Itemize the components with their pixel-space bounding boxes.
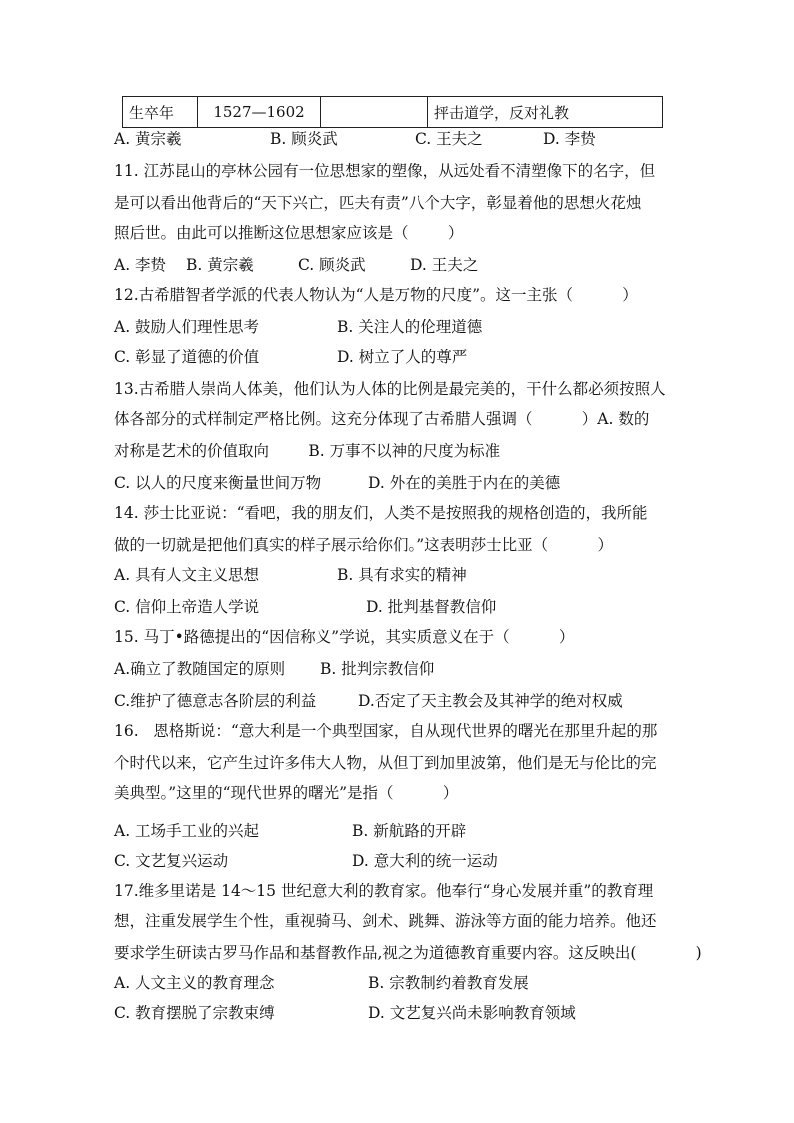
q16-stem-line-3: 美典型。”这里的“现代世界的曙光”是指（ ） xyxy=(114,784,459,802)
q16-option-c: C. 文艺复兴运动 xyxy=(114,852,229,870)
q11-option-c: C. 顾炎武 xyxy=(298,256,366,274)
q11-stem-line-2: 是可以看出他背后的“天下兴亡，匹夫有责”八个大字，彰显着他的思想火花烛 xyxy=(114,194,642,212)
table-cell-description: 抨击道学，反对礼教 xyxy=(428,97,663,128)
q13-option-d: D. 外在的美胜于内在的美德 xyxy=(368,474,561,492)
q13-stem-line-3: 对称是艺术的价值取向 B. 万事不以神的尺度为标准 xyxy=(114,442,501,460)
q17-option-c: C. 教育摆脱了宗教束缚 xyxy=(114,1004,275,1022)
q17-stem-line-3: 要求学生研读古罗马作品和基督教作品,视之为道德教育重要内容。这反映出( ) xyxy=(114,944,702,962)
q15-option-c: C.维护了德意志各阶层的利益 xyxy=(114,692,317,710)
table-row xyxy=(123,97,663,128)
q11-stem-line-1: 11. 江苏昆山的亭林公园有一位思想家的塑像，从远处看不清塑像下的名字，但 xyxy=(114,162,656,180)
q16-stem-line-1: 16. 恩格斯说：“意大利是一个典型国家，自从现代世界的曙光在那里升起的那 xyxy=(114,722,658,740)
q16-option-d: D. 意大利的统一运动 xyxy=(352,852,498,870)
q17-stem-line-1: 17.维多里诺是 14～15 世纪意大利的教育家。他奉行“身心发展并重”的教育理 xyxy=(114,882,654,900)
q12-stem-line-1: 12.古希腊智者学派的代表人物认为“人是万物的尺度”。这一主张（ ） xyxy=(114,286,638,304)
q16-stem-line-2: 个时代以来，它产生过许多伟大人物，从但丁到加里波第，他们是无与伦比的完 xyxy=(114,754,657,772)
q11-option-d: D. 王夫之 xyxy=(410,256,479,274)
q11-option-a: A. 李贽 xyxy=(114,256,167,274)
q10-option-d: D. 李贽 xyxy=(543,130,596,148)
q11-option-b: B. 黄宗羲 xyxy=(186,256,254,274)
q10-option-b: B. 顾炎武 xyxy=(270,130,338,148)
q10-option-a: A. 黄宗羲 xyxy=(114,130,182,148)
q13-option-c: C. 以人的尺度来衡量世间万物 xyxy=(114,474,322,492)
q15-stem-line-1: 15. 马丁•路德提出的“因信称义”学说，其实质意义在于（ ） xyxy=(114,628,575,646)
q15-option-d: D.否定了天主教会及其神学的绝对权威 xyxy=(358,692,623,710)
q17-stem-line-2: 想，注重发展学生个性，重视骑马、剑术、跳舞、游泳等方面的能力培养。他还 xyxy=(114,912,657,930)
table-cell-years: 1527—1602 xyxy=(198,97,321,128)
q17-option-a: A. 人文主义的教育理念 xyxy=(114,974,275,992)
table-cell-label: 生卒年 xyxy=(123,97,198,128)
q14-option-d: D. 批判基督教信仰 xyxy=(366,598,497,616)
q15-option-b: B. 批判宗教信仰 xyxy=(320,660,435,678)
q10-option-c: C. 王夫之 xyxy=(415,130,483,148)
q12-option-c: C. 彰显了道德的价值 xyxy=(114,348,260,366)
q11-stem-line-3: 照后世。由此可以推断这位思想家应该是（ ） xyxy=(114,224,464,242)
q13-stem-line-2: 体各部分的式样制定严格比例。这充分体现了古希腊人强调（ ）A. 数的 xyxy=(114,410,650,428)
q15-option-a: A.确立了教随国定的原则 xyxy=(114,660,286,678)
q17-option-d: D. 文艺复兴尚未影响教育领域 xyxy=(368,1004,576,1022)
q16-option-b: B. 新航路的开辟 xyxy=(352,822,467,840)
q14-stem-line-1: 14. 莎士比亚说：“看吧，我的朋友们，人类不是按照我的规格创造的，我所能 xyxy=(114,504,648,522)
q13-stem-line-1: 13.古希腊人崇尚人体美，他们认为人体的比例是最完美的，干什么都必须按照人 xyxy=(114,380,666,398)
q14-option-c: C. 信仰上帝造人学说 xyxy=(114,598,260,616)
table-cell-empty xyxy=(321,97,428,128)
q14-option-b: B. 具有求实的精神 xyxy=(337,566,467,584)
q17-option-b: B. 宗教制约着教育发展 xyxy=(368,974,529,992)
q12-option-b: B. 关注人的伦理道德 xyxy=(337,318,483,336)
q14-option-a: A. 具有人文主义思想 xyxy=(114,566,260,584)
q12-option-a: A. 鼓励人们理性思考 xyxy=(114,318,260,336)
thinker-table xyxy=(122,96,663,128)
q14-stem-line-2: 做的一切就是把他们真实的样子展示给你们。”这表明莎士比亚（ ） xyxy=(114,536,613,554)
q12-option-d: D. 树立了人的尊严 xyxy=(337,348,468,366)
q16-option-a: A. 工场手工业的兴起 xyxy=(114,822,260,840)
